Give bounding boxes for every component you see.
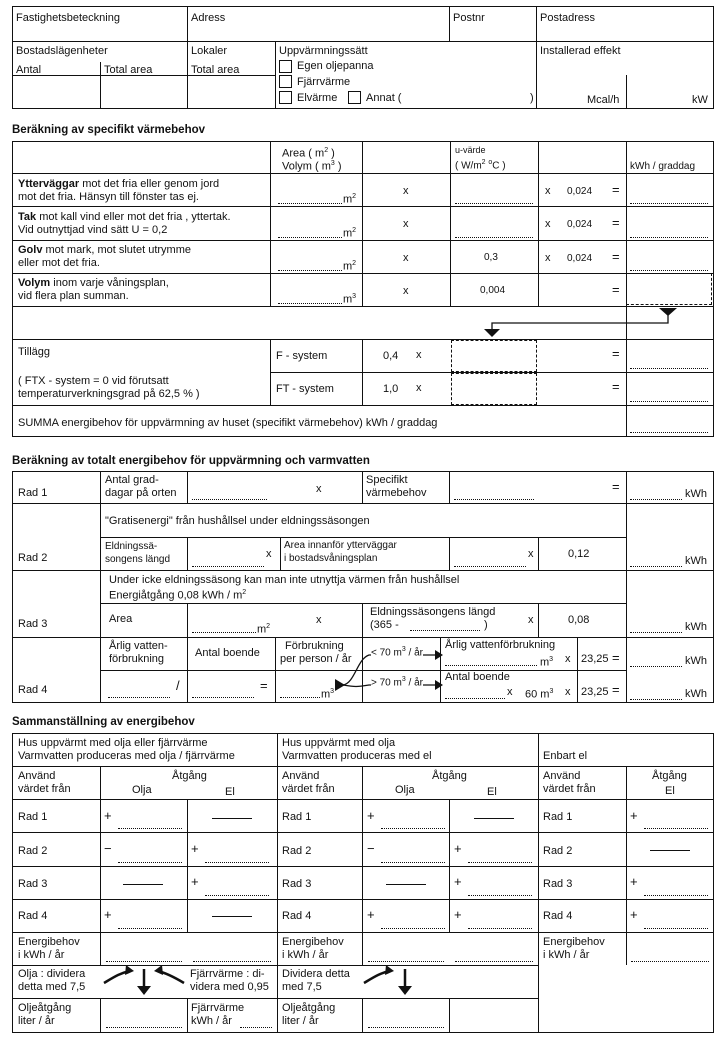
fjarrv-1: Fjärrvärme bbox=[191, 1002, 245, 1014]
division-arrows-icon-2 bbox=[360, 965, 420, 998]
c1-anvand-1: Använd bbox=[18, 770, 56, 782]
c3-anvand-2: värdet från bbox=[543, 783, 596, 795]
x-4: x bbox=[403, 285, 409, 297]
antal-grad-1: Antal grad- bbox=[105, 474, 159, 486]
row-golv-2: eller mot det fria. bbox=[18, 257, 100, 269]
elds-langd-field[interactable] bbox=[410, 630, 480, 631]
elds-field[interactable] bbox=[192, 566, 264, 567]
f-input-box[interactable] bbox=[451, 340, 537, 372]
c3-r4-field[interactable] bbox=[644, 928, 708, 929]
ft-input-box[interactable] bbox=[451, 373, 537, 405]
c2-oljeat-field[interactable] bbox=[368, 1027, 444, 1028]
eq-r4c: = bbox=[612, 682, 620, 697]
c3-anvand-1: Använd bbox=[543, 770, 581, 782]
c1-oljeat-field[interactable] bbox=[106, 1027, 182, 1028]
golv-result-field[interactable] bbox=[630, 270, 708, 271]
c2-r2-el-field[interactable] bbox=[468, 862, 532, 863]
label-total-area: Total area bbox=[104, 64, 153, 76]
c1-r2-minus: − bbox=[104, 841, 112, 856]
elds-2: songens längd bbox=[105, 554, 171, 565]
gt70-label: > 70 $m^3$ / år bbox=[371, 676, 423, 689]
unit-m2-2: $m^2$ bbox=[343, 227, 357, 240]
c2-energi-olja-field[interactable] bbox=[368, 961, 444, 962]
c1-atgang: Åtgång bbox=[172, 770, 207, 782]
area-innan-field[interactable] bbox=[454, 566, 526, 567]
slash-r4: / bbox=[176, 678, 180, 693]
kwh-r1: kWh bbox=[685, 488, 707, 500]
forbr-field[interactable] bbox=[280, 697, 320, 698]
kwh-r3: kWh bbox=[685, 621, 707, 633]
label-f-system: F - system bbox=[276, 350, 328, 362]
c2-r2-olja-field[interactable] bbox=[381, 862, 445, 863]
c2-rad3: Rad 3 bbox=[282, 878, 312, 890]
section-title-total: Beräkning av totalt energibehov för uppvärmning och varmvatten bbox=[12, 455, 370, 467]
ytter-result-field[interactable] bbox=[630, 203, 708, 204]
checkbox-el[interactable] bbox=[279, 91, 292, 104]
olja-div-1: Olja : dividera bbox=[18, 968, 86, 980]
c1-energi-1: Energibehov bbox=[18, 936, 80, 948]
c3-energi-field[interactable] bbox=[631, 961, 709, 962]
rad3-label: Rad 3 bbox=[18, 618, 48, 630]
c2-atgang: Åtgång bbox=[432, 770, 467, 782]
c1-rad4: Rad 4 bbox=[18, 910, 48, 922]
c3-r3-field[interactable] bbox=[644, 895, 708, 896]
col-uvarde: u-värde bbox=[455, 145, 486, 155]
unit-m2-3: $m^2$ bbox=[343, 260, 357, 273]
area-r3-field[interactable] bbox=[192, 632, 256, 633]
rad4b-result-field[interactable] bbox=[630, 699, 682, 700]
c1-r2-plus: + bbox=[191, 841, 199, 856]
c1-r2-olja-field[interactable] bbox=[118, 862, 182, 863]
c2-rad1: Rad 1 bbox=[282, 811, 312, 823]
under-1: Under icke eldningssäsong kan man inte utnyttja värmen från hushållsel bbox=[109, 574, 460, 586]
eq-r4a: = bbox=[260, 678, 268, 693]
ftx-note-1: ( FTX - system = 0 vid förutsatt bbox=[18, 375, 169, 387]
volym-result-box[interactable] bbox=[626, 273, 712, 305]
fjarr-div-2: videra med 0,95 bbox=[190, 981, 269, 993]
c3-rad3: Rad 3 bbox=[543, 878, 573, 890]
elds-1: Eldningssä- bbox=[105, 541, 158, 552]
c024-3: 0,024 bbox=[567, 253, 593, 264]
eq-3: = bbox=[612, 249, 620, 264]
eq-f: = bbox=[612, 346, 620, 361]
c3-r1-field[interactable] bbox=[644, 828, 708, 829]
c3-r2-dash bbox=[650, 850, 690, 851]
x-r4b: x bbox=[507, 686, 513, 698]
col1-h1: Hus uppvärmt med olja eller fjärrvärme bbox=[18, 737, 208, 749]
under-2: Energiåtgång 0,08 kWh / $m^2$ bbox=[109, 589, 247, 602]
kwh-r4b: kWh bbox=[685, 688, 707, 700]
c1-r4-el-dash bbox=[212, 916, 252, 917]
kwh-r4a: kWh bbox=[685, 655, 707, 667]
x-f: x bbox=[416, 349, 422, 361]
c1-rad1: Rad 1 bbox=[18, 811, 48, 823]
elds-langd-2: (365 - bbox=[370, 619, 399, 631]
eq-ft: = bbox=[612, 379, 620, 394]
x-golv-c: x bbox=[545, 252, 551, 264]
specifikt-1: Specifikt bbox=[366, 474, 408, 486]
m2-r3: $m^2$ bbox=[257, 623, 271, 636]
c2-anvand-1: Använd bbox=[282, 770, 320, 782]
c3-r4-plus: + bbox=[630, 907, 638, 922]
c2-r4-plus: + bbox=[367, 907, 375, 922]
c1-energi-el-field[interactable] bbox=[193, 961, 271, 962]
graddagar-field[interactable] bbox=[192, 499, 267, 500]
c2-div-2: med 7,5 bbox=[282, 981, 322, 993]
c2-r3-olja-dash bbox=[386, 884, 426, 885]
row-volym-2: vid flera plan summan. bbox=[18, 290, 129, 302]
c2-olja: Olja bbox=[395, 784, 415, 796]
checkbox-olja[interactable] bbox=[279, 60, 292, 73]
checkbox-annat[interactable] bbox=[348, 91, 361, 104]
sixty-m3: 60 $m^3$ bbox=[525, 688, 554, 701]
c2-r2-plus: + bbox=[454, 841, 462, 856]
transfer-arrow-icon bbox=[470, 306, 690, 339]
col1-h2: Varmvatten produceras med olja / fjärrvärme bbox=[18, 750, 235, 762]
c1-r2-el-field[interactable] bbox=[205, 862, 269, 863]
c1-r1-el-dash bbox=[212, 818, 252, 819]
tak-u-field[interactable] bbox=[455, 237, 533, 238]
c1-rad2: Rad 2 bbox=[18, 845, 48, 857]
c3-r3-plus: + bbox=[630, 874, 638, 889]
rad3-result-field[interactable] bbox=[630, 632, 682, 633]
val-008: 0,08 bbox=[568, 614, 590, 626]
vatten-field[interactable] bbox=[108, 697, 170, 698]
f-result-field[interactable] bbox=[630, 368, 708, 369]
val-2325-b: 23,25 bbox=[581, 686, 609, 698]
antal-boende-label: Antal boende bbox=[195, 647, 260, 659]
row-ytter-1: Ytterväggar mot det fria eller genom jord bbox=[18, 178, 220, 190]
c2-rad4: Rad 4 bbox=[282, 910, 312, 922]
c2-el: El bbox=[487, 786, 497, 798]
x-r3b: x bbox=[528, 614, 534, 626]
c2-r3-plus: + bbox=[454, 874, 462, 889]
col-volym: Volym ( $m^3$ ) bbox=[282, 160, 342, 173]
elds-langd-1: Eldningssäsongens längd bbox=[370, 606, 496, 618]
arlig-vatten-label: Årlig vattenförbrukning bbox=[445, 639, 556, 651]
x-r1: x bbox=[316, 483, 322, 495]
label-annat: Annat ( bbox=[366, 92, 402, 104]
olja-div-2: detta med 7,5 bbox=[18, 981, 86, 993]
section-title-spec: Beräkning av specifikt värmebehov bbox=[12, 124, 206, 136]
rad4-label: Rad 4 bbox=[18, 684, 48, 696]
c024-1: 0,024 bbox=[567, 186, 593, 197]
arlig-1: Årlig vatten- bbox=[109, 640, 168, 652]
c1-r3-el-field[interactable] bbox=[205, 895, 269, 896]
fjarrv-2: kWh / år bbox=[191, 1015, 232, 1027]
val-012: 0,12 bbox=[568, 548, 590, 560]
specifikt-2: värmebehov bbox=[366, 487, 427, 499]
eq-r1: = bbox=[612, 479, 620, 494]
antal-boende2-label: Antal boende bbox=[445, 671, 510, 683]
label-tillagg: Tillägg bbox=[18, 346, 50, 358]
col-wm: ( $W/m^2$ $^o$C ) bbox=[455, 159, 506, 172]
label-installerad: Installerad effekt bbox=[540, 45, 621, 57]
c2-oljeat-2: liter / år bbox=[282, 1015, 319, 1027]
row-tak-1: Tak mot kall vind eller mot det fria , yttertak. bbox=[18, 211, 231, 223]
x-ytter-c: x bbox=[545, 185, 551, 197]
division-arrows-icon bbox=[100, 965, 190, 998]
label-fjarr: Fjärrvärme bbox=[297, 76, 351, 88]
unit-m3: $m^3$ bbox=[343, 293, 357, 306]
label-bostadslagenheter: Bostadslägenheter bbox=[16, 45, 108, 57]
c2-rad2: Rad 2 bbox=[282, 845, 312, 857]
c1-energi-olja-field[interactable] bbox=[106, 961, 182, 962]
c024-2: 0,024 bbox=[567, 219, 593, 230]
label-antal: Antal bbox=[16, 64, 42, 76]
label-kw: kW bbox=[692, 94, 708, 106]
specifikt-field[interactable] bbox=[454, 499, 534, 500]
x-r2a: x bbox=[266, 548, 272, 560]
fjarr-div-1: Fjärrvärme : di- bbox=[190, 968, 265, 980]
x-ft: x bbox=[416, 382, 422, 394]
eq-1: = bbox=[612, 182, 620, 197]
c1-anvand-2: värdet från bbox=[18, 783, 71, 795]
label-olja: Egen oljepanna bbox=[297, 60, 374, 72]
antal-grad-2: dagar på orten bbox=[105, 487, 177, 499]
eq-2: = bbox=[612, 215, 620, 230]
row-tak-2: Vid outnyttjad vind sätt U = 0,2 bbox=[18, 224, 168, 236]
col2-h2: Varmvatten produceras med el bbox=[282, 750, 432, 762]
c1-fjarrv-field[interactable] bbox=[240, 1027, 272, 1028]
val-f10: 1,0 bbox=[383, 383, 399, 395]
x-r3a: x bbox=[316, 614, 322, 626]
c3-energi-2: i kWh / år bbox=[543, 949, 590, 961]
val-2325-a: 23,25 bbox=[581, 653, 609, 665]
c2-r1-el-dash bbox=[474, 818, 514, 819]
x-r2b: x bbox=[528, 548, 534, 560]
col-area: Area ( $m^2$ ) bbox=[282, 147, 335, 160]
col3-h1: Enbart el bbox=[543, 750, 588, 762]
c2-r2-minus: − bbox=[367, 841, 375, 856]
section-title-summary: Sammanställning av energibehov bbox=[12, 716, 195, 728]
c3-r1-plus: + bbox=[630, 808, 638, 823]
ftx-note-2: temperaturverkningsgrad på 62,5 % ) bbox=[18, 388, 200, 400]
eq-4: = bbox=[612, 282, 620, 297]
x-r4a: x bbox=[565, 653, 571, 665]
golv-area-field[interactable] bbox=[278, 270, 342, 271]
c3-rad2: Rad 2 bbox=[543, 845, 573, 857]
annat-close: ) bbox=[530, 92, 534, 104]
label-fastighet: Fastighetsbeteckning bbox=[16, 12, 120, 24]
c3-energi-1: Energibehov bbox=[543, 936, 605, 948]
c3-el: El bbox=[665, 785, 675, 797]
x-3: x bbox=[403, 252, 409, 264]
arlig-vatten-field[interactable] bbox=[445, 665, 537, 666]
area-r3: Area bbox=[109, 613, 133, 625]
ytter-u-field[interactable] bbox=[455, 203, 533, 204]
c2-div-1: Dividera detta bbox=[282, 968, 350, 980]
area-innan-1: Area innanför ytterväggar bbox=[284, 540, 397, 551]
lt70-label: < 70 $m^3$ / år bbox=[371, 646, 423, 659]
ft-result-field[interactable] bbox=[630, 401, 708, 402]
rad2-label: Rad 2 bbox=[18, 552, 48, 564]
c3-atgang: Åtgång bbox=[652, 770, 687, 782]
c3-rad1: Rad 1 bbox=[543, 811, 573, 823]
rad1-label: Rad 1 bbox=[18, 487, 48, 499]
label-adress: Adress bbox=[191, 12, 226, 24]
col2-h1: Hus uppvärmt med olja bbox=[282, 737, 396, 749]
checkbox-fjarr[interactable] bbox=[279, 75, 292, 88]
u-volym: 0,004 bbox=[480, 285, 506, 296]
tak-result-field[interactable] bbox=[630, 237, 708, 238]
row-ytter-2: mot det fria. Hänsyn till fönster tas ej. bbox=[18, 191, 199, 203]
tak-area-field[interactable] bbox=[278, 237, 342, 238]
c2-energi-el-field[interactable] bbox=[455, 961, 533, 962]
antal-boende2-field[interactable] bbox=[445, 698, 505, 699]
c2-r4-olja-field[interactable] bbox=[381, 928, 445, 929]
unit-m2-1: $m^2$ bbox=[343, 193, 357, 206]
x-tak-c: x bbox=[545, 218, 551, 230]
forbr-2: per person / år bbox=[280, 653, 352, 665]
x-2: x bbox=[403, 218, 409, 230]
forbr-1: Förbrukning bbox=[285, 640, 344, 652]
c1-rad3: Rad 3 bbox=[18, 878, 48, 890]
c2-r4-el-field[interactable] bbox=[468, 928, 532, 929]
label-lokaler: Lokaler bbox=[191, 45, 228, 57]
c2-r4-plus-el: + bbox=[454, 907, 462, 922]
boende-field[interactable] bbox=[192, 697, 254, 698]
c2-energi-2: i kWh / år bbox=[282, 949, 329, 961]
label-postadress: Postadress bbox=[540, 12, 596, 24]
c2-r1-olja-field[interactable] bbox=[381, 828, 445, 829]
volym-field[interactable] bbox=[278, 303, 342, 304]
rad4a-result-field[interactable] bbox=[630, 666, 682, 667]
row-volym-1: Volym inom varje våningsplan, bbox=[18, 277, 169, 289]
area-innan-2: i bostadsvåningsplan bbox=[284, 553, 378, 564]
col-kwh-graddag: kWh / graddag bbox=[630, 161, 696, 172]
c1-r1-olja-field[interactable] bbox=[118, 828, 182, 829]
rad2-result-field[interactable] bbox=[630, 566, 682, 567]
label-uppvarmningssatt: Uppvärmningssätt bbox=[279, 45, 368, 57]
c1-r4-olja-field[interactable] bbox=[118, 928, 182, 929]
c3-rad4: Rad 4 bbox=[543, 910, 573, 922]
c1-el: El bbox=[225, 786, 235, 798]
row-golv-1: Golv mot mark, mot slutet utrymme bbox=[18, 244, 191, 256]
label-ft-system: FT - system bbox=[276, 383, 334, 395]
c1-r3-plus: + bbox=[191, 874, 199, 889]
elds-langd-close: ) bbox=[484, 619, 488, 631]
oljeat-2: liter / år bbox=[18, 1015, 55, 1027]
c2-oljeat-1: Oljeåtgång bbox=[282, 1002, 336, 1014]
oljeat-1: Oljeåtgång bbox=[18, 1002, 72, 1014]
m3-arlig: $m^3$ bbox=[540, 656, 554, 669]
label-el: Elvärme bbox=[297, 92, 338, 104]
c1-r4-plus: + bbox=[104, 907, 112, 922]
eq-r4b: = bbox=[612, 650, 620, 665]
label-mcal: Mcal/h bbox=[587, 94, 620, 106]
c1-r3-olja-dash bbox=[123, 884, 163, 885]
c2-energi-1: Energibehov bbox=[282, 936, 344, 948]
summa-label: SUMMA energibehov för uppvärmning av huset (specifikt värmebehov) kWh / graddag bbox=[18, 417, 438, 429]
u-golv: 0,3 bbox=[484, 252, 498, 263]
ytter-area-field[interactable] bbox=[278, 203, 342, 204]
c1-r1-plus: + bbox=[104, 808, 112, 823]
x-1: x bbox=[403, 185, 409, 197]
label-lokaler-total-area: Total area bbox=[191, 64, 240, 76]
c2-r3-el-field[interactable] bbox=[468, 895, 532, 896]
gratis-text: "Gratisenergi" från hushållsel under eldningssäsongen bbox=[105, 515, 370, 527]
m3-forbr: $m^3$ bbox=[321, 688, 335, 701]
rad1-result-field[interactable] bbox=[630, 499, 682, 500]
label-postnr: Postnr bbox=[453, 12, 485, 24]
x-r4c: x bbox=[565, 686, 571, 698]
arlig-2: förbrukning bbox=[109, 653, 165, 665]
kwh-r2: kWh bbox=[685, 555, 707, 567]
c2-r1-plus: + bbox=[367, 808, 375, 823]
val-f04: 0,4 bbox=[383, 350, 399, 362]
c1-energi-2: i kWh / år bbox=[18, 949, 65, 961]
c1-olja: Olja bbox=[132, 784, 152, 796]
summa-result-field[interactable] bbox=[630, 432, 708, 433]
c2-anvand-2: värdet från bbox=[282, 783, 335, 795]
